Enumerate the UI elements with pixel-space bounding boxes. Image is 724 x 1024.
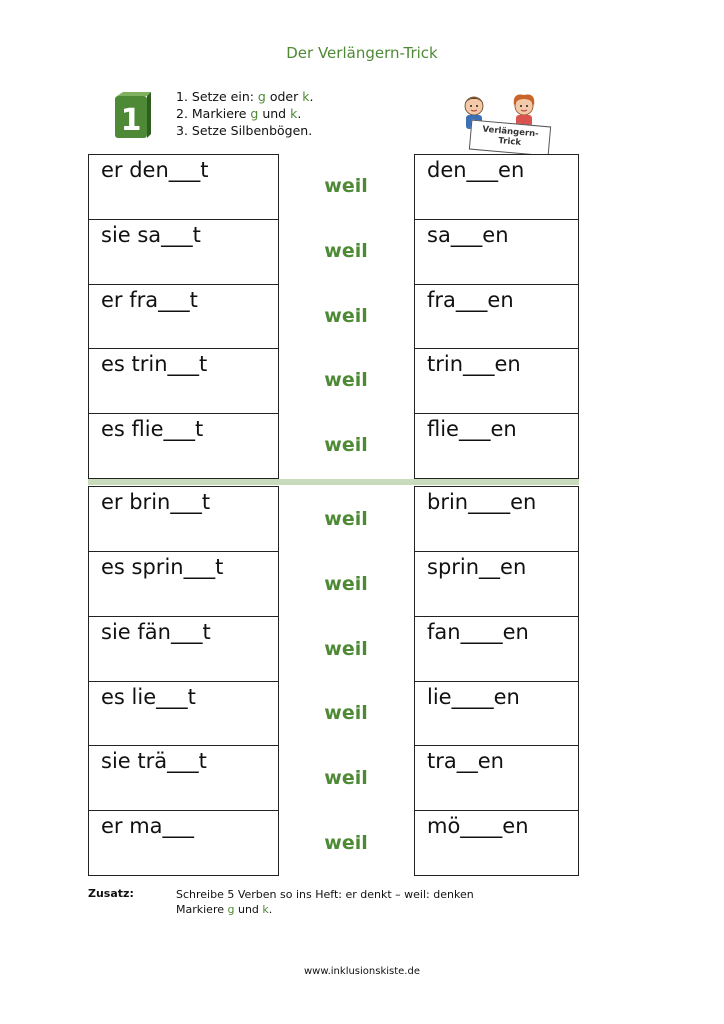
page-title: Der Verlängern-Trick — [286, 44, 438, 62]
instruction-2: 2. Markiere g und k. — [176, 106, 302, 121]
word-cell: mö____en — [427, 814, 529, 838]
word-cell: fan____en — [415, 617, 578, 682]
number-one-badge-icon — [113, 92, 151, 140]
weil-connector: weil — [324, 434, 368, 456]
weil-connector: weil — [324, 702, 368, 724]
word-cell: er den___t — [89, 155, 278, 220]
word-cell: es sprin___t — [89, 552, 278, 617]
letter-k: k — [290, 106, 298, 121]
word-cell: er fra___t — [89, 285, 278, 349]
footer-url: www.inklusionskiste.de — [303, 966, 420, 977]
letter-g: g — [257, 89, 266, 104]
word-cell: es flie___t — [101, 417, 204, 441]
weil-connector: weil — [324, 832, 368, 854]
weil-connector: weil — [324, 573, 368, 595]
word-cell: flie___en — [427, 417, 517, 441]
instructions — [176, 88, 313, 139]
weil-connector: weil — [324, 240, 368, 262]
weil-connector: weil — [324, 767, 368, 789]
word-cell: sprin__en — [415, 552, 578, 617]
word-cell: er ma___ — [101, 814, 195, 838]
word-cell: lie____en — [415, 682, 578, 746]
group1-right-box — [414, 154, 579, 479]
weil-connector: weil — [324, 508, 368, 530]
weil-connector: weil — [324, 369, 368, 391]
word-cell: tra__en — [415, 746, 578, 811]
instruction-1: 1. Setze ein: g oder k. — [176, 89, 314, 104]
letter-k: k — [262, 903, 269, 916]
word-cell: brin____en — [415, 487, 578, 552]
word-cell: sie trä___t — [89, 746, 278, 811]
weil-connector: weil — [324, 305, 368, 327]
letter-k: k — [302, 89, 310, 104]
instruction-3: 3. Setze Silbenbögen. — [176, 123, 313, 138]
section-divider — [88, 479, 579, 485]
zusatz-line-1: Schreibe 5 Verben so ins Heft: er denkt – weil: denken — [176, 888, 474, 901]
badge-number: 1 — [120, 103, 142, 138]
word-cell: trin___en — [415, 349, 578, 414]
letter-g: g — [227, 903, 235, 916]
zusatz-label: Zusatz: — [88, 887, 134, 900]
word-cell: er brin___t — [89, 487, 278, 552]
group2-left-box — [88, 486, 279, 876]
zusatz-text — [176, 887, 474, 917]
word-cell: fra___en — [415, 285, 578, 349]
group1-left-box — [88, 154, 279, 479]
word-cell: sie sa___t — [89, 220, 278, 285]
group2-right-box — [414, 486, 579, 876]
word-cell: sa___en — [415, 220, 578, 285]
verlaengern-trick-sign: Verlängern- Trick — [469, 120, 551, 157]
weil-connector: weil — [324, 175, 368, 197]
zusatz-line-2: Markiere g und k. — [176, 903, 273, 916]
word-cell: es trin___t — [89, 349, 278, 414]
word-cell: es lie___t — [89, 682, 278, 746]
word-cell: den___en — [415, 155, 578, 220]
word-cell: sie fän___t — [89, 617, 278, 682]
weil-connector: weil — [324, 638, 368, 660]
letter-g: g — [250, 106, 259, 121]
